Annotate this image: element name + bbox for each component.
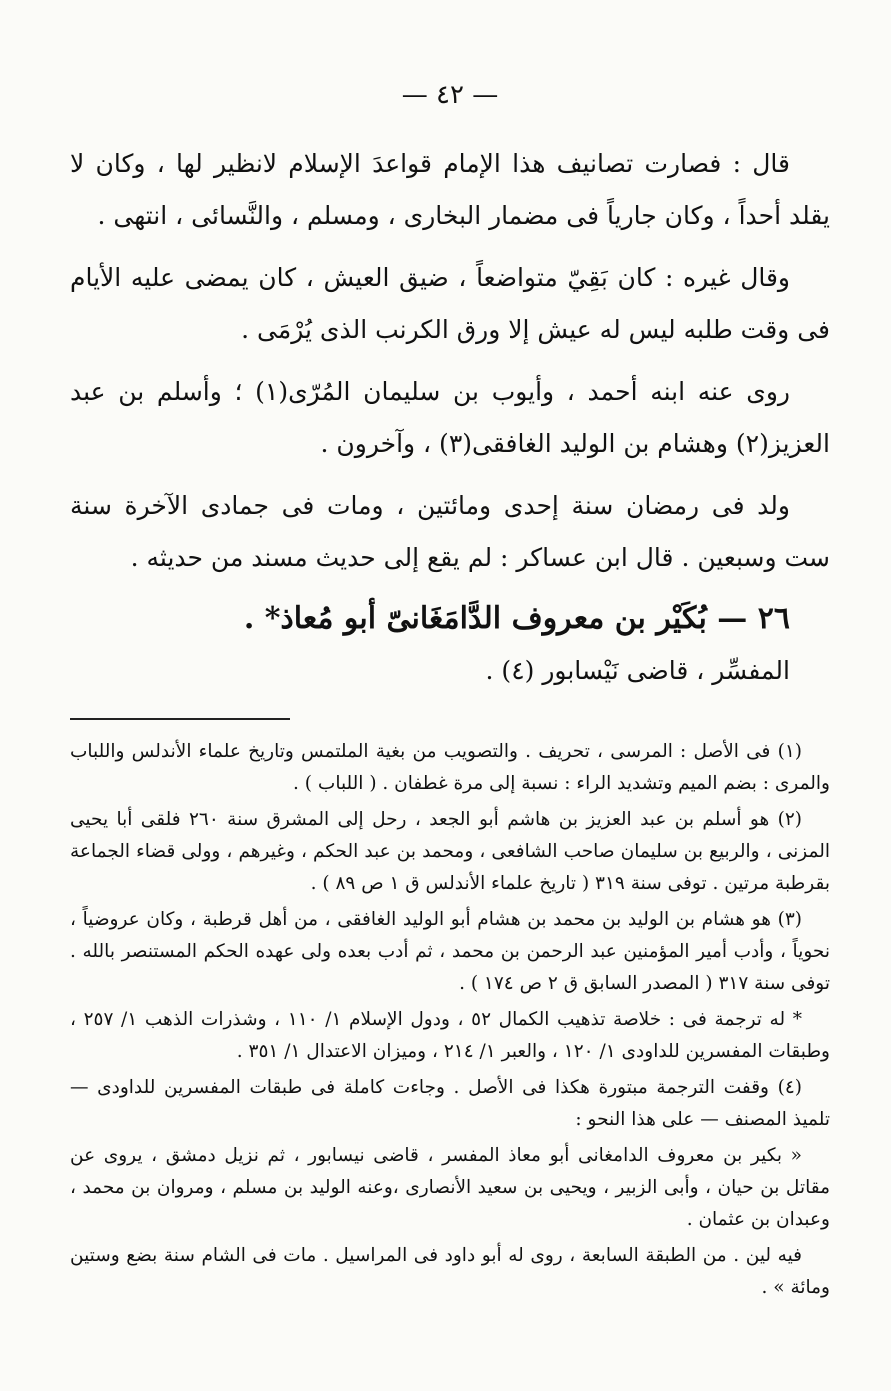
footnote-3: (٣) هو هشام بن الوليد بن محمد بن هشام أبو الوليد الغافقى ، من أهل قرطبة ، وكان عروضياً ، نحوياً ، وأدب أمير المؤمنين عبد الرحمن بن محمد ، ثم أدب بعده ولى عهده الحكم المستنصر بالله . توفى سنة ٣١٧ ( المصدر السابق ق ٢ ص ١٧٤ ) . (70, 909, 830, 994)
paragraph-3: روى عنه ابنه أحمد ، وأيوب بن سليمان المُرّى(١) ؛ وأسلم بن عبد العزيز(٢) وهشام بن الوليد الغافقى(٣) ، وآخرون . (70, 377, 830, 458)
paragraph-2: وقال غيره : كان بَقِيّ متواضعاً ، ضيق العيش ، كان يمضى عليه الأيام فى وقت طلبه ليس له عيش إلا ورق الكرنب الذى يُرْمَى . (70, 263, 830, 344)
footnote-2: (٢) هو أسلم بن عبد العزيز بن هاشم أبو الجعد ، رحل إلى المشرق سنة ٢٦٠ فلقى أبا يحيى المزنى ، والربيع بن سليمان صاحب الشافعى ، ومحمد بن عبد الحكم ، وغيرهم ، وولى قضاء الجماعة بقرطبة مرتين . توفى سنة ٣١٩ ( تاريخ علماء الأندلس ق ١ ص ٨٩ ) . (70, 809, 830, 894)
page-number: — ٤٢ — (401, 80, 499, 110)
footnote-4-quote-end: فيه لين . من الطبقة السابعة ، روى له أبو داود فى المراسيل . مات فى الشام سنة بضع وستين ومائة » . (70, 1245, 830, 1298)
footnotes (70, 736, 830, 1308)
footnote-divider (70, 718, 290, 720)
footnote-star: * له ترجمة فى : خلاصة تذهيب الكمال ٥٢ ، ودول الإسلام ١/ ١١٠ ، وشذرات الذهب ١/ ٢٥٧ ، وطبقات المفسرين للداودى ١/ ١٢٠ ، والعبر ١/ ٢١٤ ، وميزان الاعتدال ١/ ٣٥١ . (70, 1009, 830, 1062)
paragraph-1: قال : فصارت تصانيف هذا الإمام قواعدَ الإسلام لانظير لها ، وكان لا يقلد أحداً ، وكان جارياً فى مضمار البخارى ، ومسلم ، والنَّسائى ، انتهى . (70, 149, 830, 230)
document-page (70, 80, 830, 1320)
main-text (70, 138, 830, 696)
paragraph-4: ولد فى رمضان سنة إحدى ومائتين ، ومات فى جمادى الآخرة سنة ست وسبعين . قال ابن عساكر : لم يقع إلى حديث مسند من حديثه . (70, 491, 830, 572)
footnote-4: (٤) وقفت الترجمة مبتورة هكذا فى الأصل . وجاءت كاملة فى طبقات المفسرين للداودى — تلميذ المصنف — على هذا النحو : (70, 1077, 830, 1130)
footnote-4-quote: « بكير بن معروف الدامغانى أبو معاذ المفسر ، قاضى نيسابور ، ثم نزيل دمشق ، يروى عن مقاتل بن حيان ، وأبى الزبير ، ويحيى بن سعيد الأنصارى ،وعنه الوليد بن مسلم ، ومروان بن محمد ، وعبدان بن عثمان . (70, 1145, 830, 1230)
footnote-1: (١) فى الأصل : المرسى ، تحريف . والتصويب من بغية الملتمس وتاريخ علماء الأندلس واللباب والمرى : بضم الميم وتشديد الراء : نسبة إلى مرة غطفان . ( اللباب ) . (70, 741, 830, 794)
entry-subtitle: المفسِّر ، قاضى نَيْسابور (٤) . (485, 656, 790, 685)
entry-heading: ٢٦ — بُكَيْر بن معروف الدَّامَغَانىّ أبو مُعاذ* . (243, 601, 790, 636)
